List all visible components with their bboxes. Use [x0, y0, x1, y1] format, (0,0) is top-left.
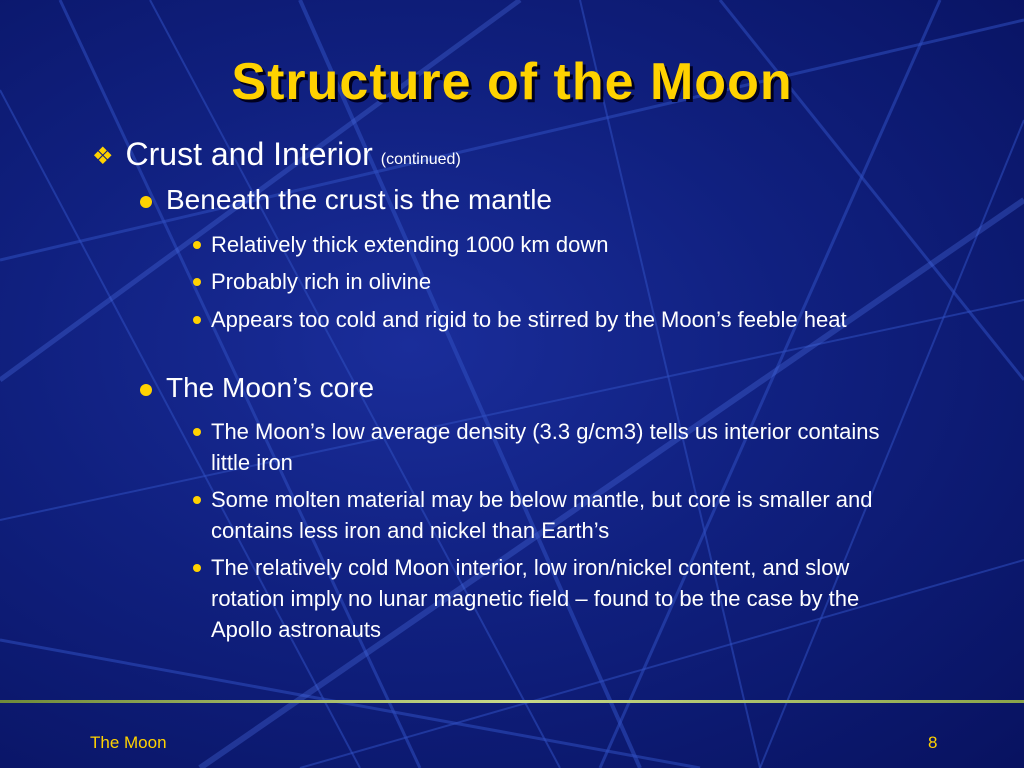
bullet-dot-icon [193, 278, 201, 286]
heading-bullet [92, 136, 461, 173]
list-item [193, 266, 903, 297]
section-label: The Moon’s core [166, 372, 375, 403]
list-item-text: The Moon’s low average density (3.3 g/cm3) tells us interior contains little iron [211, 419, 880, 475]
list-item [193, 552, 903, 645]
list-item-text: Some molten material may be below mantle, but core is smaller and contains less iron and nickel than Earth’s [211, 487, 873, 543]
list-item [193, 484, 903, 546]
bullet-dot-icon [193, 564, 201, 572]
bullet-dot-icon [193, 496, 201, 504]
slide-title: Structure of the Moon [231, 53, 793, 111]
page-number: 8 [928, 733, 938, 752]
heading-text: Crust and Interior [125, 136, 373, 172]
section-bullet [140, 184, 552, 216]
heading-note: (continued) [380, 151, 461, 168]
diamond-bullet-icon: ❖ [92, 143, 114, 170]
section-label: Beneath the crust is the mantle [166, 184, 552, 215]
bullet-dot-icon [140, 384, 152, 396]
bullet-dot-icon [140, 196, 152, 208]
list-item-text: Appears too cold and rigid to be stirred by the Moon’s feeble heat [211, 307, 847, 332]
footer-divider [0, 700, 1024, 703]
list-item [193, 229, 903, 260]
list-item [193, 416, 903, 478]
list-item [193, 304, 903, 335]
footer-title: The Moon [90, 733, 167, 752]
list-item-text: Relatively thick extending 1000 km down [211, 232, 609, 257]
list-item-text: The relatively cold Moon interior, low iron/nickel content, and slow rotation imply no lunar magnetic field – found to be the case by the Apollo astronauts [211, 555, 860, 642]
section-bullet [140, 372, 374, 404]
bullet-dot-icon [193, 316, 201, 324]
list-item-text: Probably rich in olivine [211, 269, 432, 294]
bullet-dot-icon [193, 428, 201, 436]
bullet-dot-icon [193, 241, 201, 249]
